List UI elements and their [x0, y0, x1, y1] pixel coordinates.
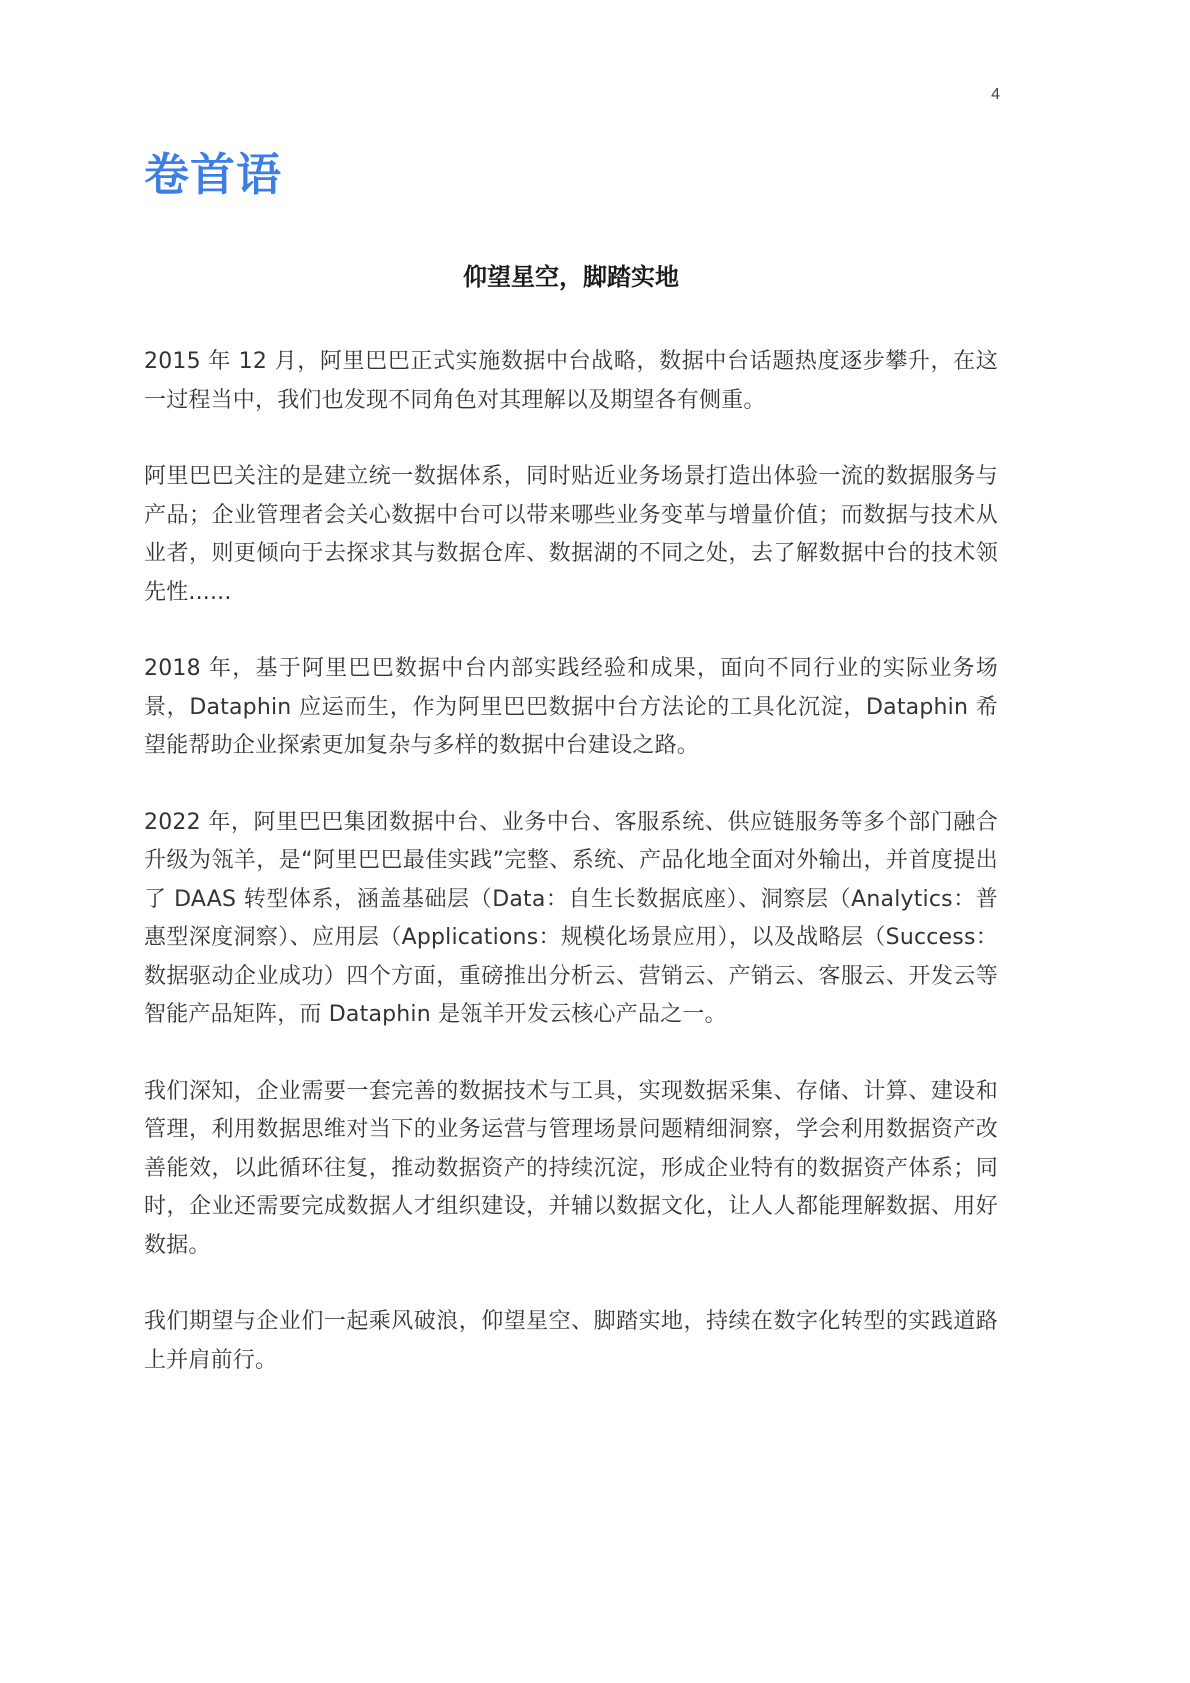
page-number: 4: [991, 86, 1000, 103]
paragraph: 我们深知，企业需要一套完善的数据技术与工具，实现数据采集、存储、计算、建设和管理，利用数据思维对当下的业务运营与管理场景问题精细洞察，学会利用数据资产改善能效，以此循环往复，推动数据资产的持续沉淀，形成企业特有的数据资产体系；同时，企业还需要完成数据人才组织建设，并辅以数据文化，让人人都能理解数据、用好数据。: [144, 1078, 998, 1258]
paragraph: 2015 年 12 月，阿里巴巴正式实施数据中台战略，数据中台话题热度逐步攀升，在这一过程当中，我们也发现不同角色对其理解以及期望各有侧重。: [144, 349, 998, 413]
paragraph: 我们期望与企业们一起乘风破浪，仰望星空、脚踏实地，持续在数字化转型的实践道路上并肩前行。: [144, 1309, 998, 1373]
paragraph: 2018 年，基于阿里巴巴数据中台内部实践经验和成果，面向不同行业的实际业务场景，Dataphin 应运而生，作为阿里巴巴数据中台方法论的工具化沉淀，Dataphin 希望能帮助企业探索更加复杂与多样的数据中台建设之路。: [144, 656, 998, 758]
article-body: [144, 343, 998, 1418]
paragraph: 阿里巴巴关注的是建立统一数据体系，同时贴近业务场景打造出体验一流的数据服务与产品；企业管理者会关心数据中台可以带来哪些业务变革与增量价值；而数据与技术从业者，则更倾向于去探求其与数据仓库、数据湖的不同之处，去了解数据中台的技术领先性......: [144, 464, 998, 605]
article-subtitle: 仰望星空，脚踏实地: [463, 263, 679, 291]
paragraph: 2022 年，阿里巴巴集团数据中台、业务中台、客服系统、供应链服务等多个部门融合升级为瓴羊，是“阿里巴巴最佳实践”完整、系统、产品化地全面对外输出，并首度提出了 DAAS 转型体系，涵盖基础层（Data：自生长数据底座）、洞察层（Analytics：普惠型深度洞察）、应用层（Applications：规模化场景应用），以及战略层（Success：数据驱动企业成功）四个方面，重磅推出分析云、营销云、产销云、客服云、开发云等智能产品矩阵，而 Dataphin 是瓴羊开发云核心产品之一。: [144, 809, 998, 1027]
section-title: 卷首语: [144, 148, 283, 201]
